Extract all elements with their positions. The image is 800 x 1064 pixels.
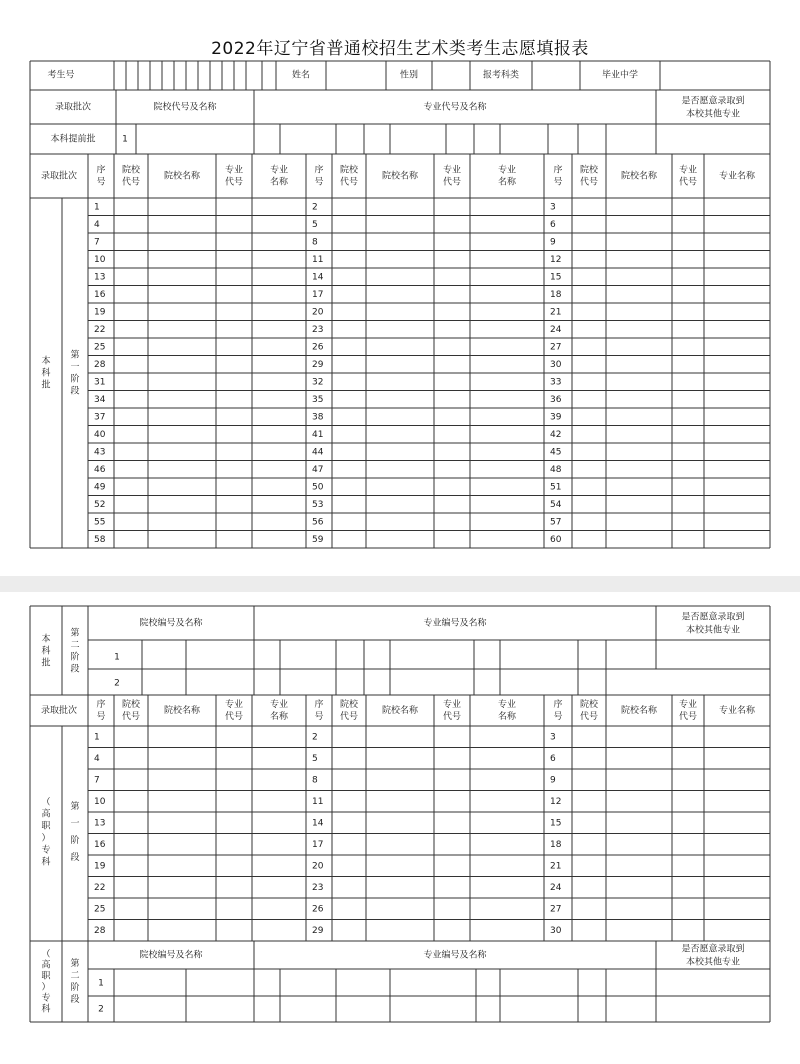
- seq-number: 1: [94, 202, 100, 213]
- school-code-header: 代号: [339, 177, 359, 188]
- school-code-header: 代号: [579, 177, 599, 188]
- seq-number: 15: [550, 272, 562, 283]
- accept-other-label: 是否愿意录取到: [681, 612, 745, 623]
- major-code-header: 专业: [442, 700, 462, 710]
- seq-header: 序: [553, 700, 563, 710]
- undergraduate-batch-label: 批: [41, 380, 51, 391]
- seq-number: 25: [94, 342, 106, 353]
- major-name-header: 专业: [497, 700, 517, 710]
- seq-number: 11: [312, 254, 324, 265]
- seq-number: 29: [312, 359, 324, 370]
- seq-number: 37: [94, 412, 106, 423]
- stage-one-label: 段: [70, 386, 80, 397]
- school-code-header: 院校: [121, 165, 141, 176]
- seq-number: 28: [94, 925, 106, 936]
- seq-number: 54: [550, 499, 562, 510]
- seq-header: 序: [96, 700, 106, 710]
- school-code-header: 代号: [579, 712, 599, 722]
- school-name-header: 院校名称: [163, 706, 201, 716]
- major-name-header: 名称: [497, 177, 517, 188]
- seq-number: 39: [550, 412, 562, 423]
- seq-number: 13: [94, 818, 106, 829]
- choice-number: 1: [122, 134, 128, 145]
- seq-header: 号: [553, 712, 563, 722]
- seq-number: 12: [550, 796, 562, 807]
- choice-number: 2: [114, 678, 120, 689]
- early-batch-label: 本科提前批: [50, 134, 96, 145]
- candidate-number-label: 考生号: [47, 70, 75, 81]
- seq-number: 48: [550, 464, 562, 475]
- school-code-header: 院校: [579, 165, 599, 176]
- seq-number: 5: [312, 753, 318, 764]
- seq-number: 18: [550, 289, 562, 300]
- seq-number: 20: [312, 861, 324, 872]
- seq-number: 20: [312, 307, 324, 318]
- seq-number: 5: [312, 219, 318, 230]
- major-name-header: 专业名称: [718, 171, 756, 182]
- undergraduate-batch-label: 科: [41, 368, 51, 379]
- major-name-header: 专业: [497, 165, 517, 176]
- stage-one-label: 段: [70, 853, 80, 863]
- seq-number: 52: [94, 499, 106, 510]
- school-code-header: 院校: [339, 700, 359, 710]
- seq-number: 28: [94, 359, 106, 370]
- school-name-header: 院校名称: [381, 706, 419, 716]
- seq-number: 9: [550, 237, 556, 248]
- seq-number: 59: [312, 534, 324, 545]
- seq-number: 26: [312, 342, 324, 353]
- school-name-header: 院校名称: [381, 171, 419, 182]
- seq-number: 49: [94, 482, 106, 493]
- seq-number: 47: [312, 464, 324, 475]
- graduate-school-label: 毕业中学: [601, 70, 639, 81]
- undergraduate-batch-label: 本: [41, 356, 51, 367]
- major-number-name-label: 专业编号及名称: [423, 618, 487, 629]
- seq-number: 41: [312, 429, 324, 440]
- stage-one-label: 一: [70, 819, 80, 829]
- seq-number: 10: [94, 796, 106, 807]
- seq-number: 7: [94, 237, 100, 248]
- seq-number: 23: [312, 882, 324, 893]
- seq-number: 4: [94, 753, 100, 764]
- major-code-header: 代号: [678, 177, 698, 188]
- seq-header: 号: [96, 712, 106, 722]
- school-code-header: 院校: [339, 165, 359, 176]
- seq-number: 27: [550, 342, 562, 353]
- name-label: 姓名: [291, 70, 311, 81]
- vocational-batch-label: （: [41, 797, 51, 808]
- school-number-name-label: 院校编号及名称: [139, 950, 203, 961]
- seq-number: 23: [312, 324, 324, 335]
- seq-number: 4: [94, 219, 100, 230]
- seq-number: 29: [312, 925, 324, 936]
- seq-header: 号: [314, 177, 324, 188]
- major-name-header: 专业名称: [718, 706, 756, 716]
- accept-other-label: 是否愿意录取到: [681, 944, 745, 955]
- seq-number: 44: [312, 447, 324, 458]
- seq-number: 53: [312, 499, 324, 510]
- major-code-header: 代号: [224, 177, 244, 188]
- stage-one-label: 阶: [70, 374, 80, 385]
- seq-number: 33: [550, 377, 562, 388]
- seq-header: 序: [553, 165, 563, 176]
- seq-number: 21: [550, 861, 562, 872]
- major-name-header: 专业: [269, 165, 289, 176]
- stage-two-label: 二: [70, 640, 80, 651]
- seq-number: 19: [94, 861, 106, 872]
- seq-number: 2: [312, 202, 318, 213]
- seq-number: 12: [550, 254, 562, 265]
- seq-number: 6: [550, 753, 556, 764]
- seq-header: 序: [314, 700, 324, 710]
- stage-two-label: 阶: [70, 652, 80, 663]
- seq-number: 31: [94, 377, 106, 388]
- seq-number: 16: [94, 289, 106, 300]
- major-code-header: 代号: [442, 712, 462, 722]
- seq-number: 25: [94, 904, 106, 915]
- seq-number: 56: [312, 517, 324, 528]
- seq-header: 号: [553, 177, 563, 188]
- seq-number: 24: [550, 882, 562, 893]
- undergraduate-batch-label: 批: [41, 658, 51, 669]
- school-code-name-label: 院校代号及名称: [153, 102, 217, 113]
- major-code-header: 专业: [442, 165, 462, 176]
- seq-number: 3: [550, 732, 556, 743]
- major-name-header: 名称: [269, 712, 289, 722]
- seq-number: 13: [94, 272, 106, 283]
- school-code-header: 代号: [339, 712, 359, 722]
- seq-number: 50: [312, 482, 324, 493]
- school-name-header: 院校名称: [620, 171, 658, 182]
- seq-number: 17: [312, 289, 324, 300]
- admission-batch-label: 录取批次: [40, 706, 78, 716]
- seq-number: 24: [550, 324, 562, 335]
- gender-label: 性别: [399, 70, 419, 81]
- school-name-header: 院校名称: [620, 706, 658, 716]
- seq-number: 40: [94, 429, 106, 440]
- stage-one-label: 阶: [70, 836, 80, 846]
- seq-number: 15: [550, 818, 562, 829]
- vocational-batch-label: 高: [41, 960, 51, 971]
- seq-number: 26: [312, 904, 324, 915]
- form-title: 2022年辽宁省普通校招生艺术类考生志愿填报表: [211, 39, 589, 59]
- vocational-batch-label: 专: [41, 845, 51, 856]
- major-code-header: 专业: [678, 165, 698, 176]
- school-number-name-label: 院校编号及名称: [139, 618, 203, 629]
- seq-number: 57: [550, 517, 562, 528]
- school-code-header: 院校: [579, 700, 599, 710]
- accept-other-label: 本校其他专业: [685, 109, 741, 120]
- vocational-batch-label: ）: [41, 833, 51, 844]
- choice-number: 1: [114, 652, 120, 663]
- choice-number: 1: [98, 978, 104, 989]
- seq-number: 1: [94, 732, 100, 743]
- vocational-batch-label: （: [41, 949, 51, 960]
- stage-one-label: 一: [70, 362, 80, 373]
- seq-number: 21: [550, 307, 562, 318]
- seq-number: 43: [94, 447, 106, 458]
- major-name-header: 专业: [269, 700, 289, 710]
- major-code-header: 代号: [678, 712, 698, 722]
- accept-other-label: 本校其他专业: [685, 625, 741, 636]
- stage-two-label: 阶: [70, 983, 80, 993]
- seq-number: 8: [312, 775, 318, 786]
- major-code-header: 代号: [442, 177, 462, 188]
- seq-number: 36: [550, 394, 562, 405]
- seq-number: 30: [550, 925, 562, 936]
- seq-number: 38: [312, 412, 324, 423]
- seq-number: 11: [312, 796, 324, 807]
- seq-number: 46: [94, 464, 106, 475]
- school-code-header: 代号: [121, 712, 141, 722]
- undergraduate-batch-label: 科: [41, 646, 51, 657]
- seq-number: 55: [94, 517, 106, 528]
- seq-number: 60: [550, 534, 562, 545]
- seq-number: 45: [550, 447, 562, 458]
- seq-number: 34: [94, 394, 106, 405]
- seq-number: 35: [312, 394, 324, 405]
- seq-header: 序: [96, 165, 106, 176]
- major-number-name-label: 专业编号及名称: [423, 950, 487, 961]
- seq-number: 27: [550, 904, 562, 915]
- vocational-batch-label: ）: [41, 982, 51, 993]
- major-code-name-label: 专业代号及名称: [423, 102, 487, 113]
- admission-batch-label: 录取批次: [40, 171, 78, 182]
- vocational-batch-label: 科: [41, 857, 51, 868]
- seq-number: 14: [312, 272, 324, 283]
- seq-number: 10: [94, 254, 106, 265]
- seq-number: 16: [94, 839, 106, 850]
- page-separator: [0, 576, 800, 592]
- seq-number: 3: [550, 202, 556, 213]
- vocational-batch-label: 职: [41, 821, 51, 832]
- form-page-2: [0, 592, 800, 1064]
- stage-two-label: 第: [70, 959, 80, 969]
- major-code-header: 专业: [224, 165, 244, 176]
- seq-number: 51: [550, 482, 562, 493]
- major-name-header: 名称: [269, 177, 289, 188]
- seq-number: 32: [312, 377, 324, 388]
- seq-number: 58: [94, 534, 106, 545]
- stage-one-label: 第: [70, 802, 80, 812]
- seq-number: 9: [550, 775, 556, 786]
- major-code-header: 代号: [224, 712, 244, 722]
- school-code-header: 院校: [121, 700, 141, 710]
- stage-two-label: 第: [70, 628, 80, 639]
- stage-two-label: 段: [70, 664, 80, 675]
- vocational-batch-label: 职: [41, 971, 51, 982]
- school-name-header: 院校名称: [163, 171, 201, 182]
- seq-number: 17: [312, 839, 324, 850]
- seq-number: 19: [94, 307, 106, 318]
- major-name-header: 名称: [497, 712, 517, 722]
- stage-two-label: 二: [70, 971, 80, 981]
- accept-other-label: 是否愿意录取到: [681, 96, 745, 107]
- vocational-batch-label: 专: [41, 993, 51, 1004]
- stage-one-label: 第: [70, 350, 80, 361]
- seq-number: 42: [550, 429, 562, 440]
- choice-number: 2: [98, 1004, 104, 1015]
- seq-number: 22: [94, 324, 106, 335]
- seq-number: 6: [550, 219, 556, 230]
- seq-number: 8: [312, 237, 318, 248]
- seq-header: 号: [314, 712, 324, 722]
- major-code-header: 专业: [678, 700, 698, 710]
- major-code-header: 专业: [224, 700, 244, 710]
- stage-two-label: 段: [70, 995, 80, 1005]
- school-code-header: 代号: [121, 177, 141, 188]
- seq-number: 22: [94, 882, 106, 893]
- accept-other-label: 本校其他专业: [685, 957, 741, 968]
- admission-batch-label: 录取批次: [54, 102, 92, 113]
- application-table-vocational: [0, 592, 800, 1064]
- exam-category-label: 报考科类: [482, 70, 520, 81]
- seq-number: 14: [312, 818, 324, 829]
- seq-header: 序: [314, 165, 324, 176]
- seq-number: 7: [94, 775, 100, 786]
- seq-number: 18: [550, 839, 562, 850]
- undergraduate-batch-label: 本: [41, 634, 51, 645]
- seq-number: 2: [312, 732, 318, 743]
- seq-header: 号: [96, 177, 106, 188]
- vocational-batch-label: 高: [41, 809, 51, 820]
- seq-number: 30: [550, 359, 562, 370]
- vocational-batch-label: 科: [41, 1004, 51, 1015]
